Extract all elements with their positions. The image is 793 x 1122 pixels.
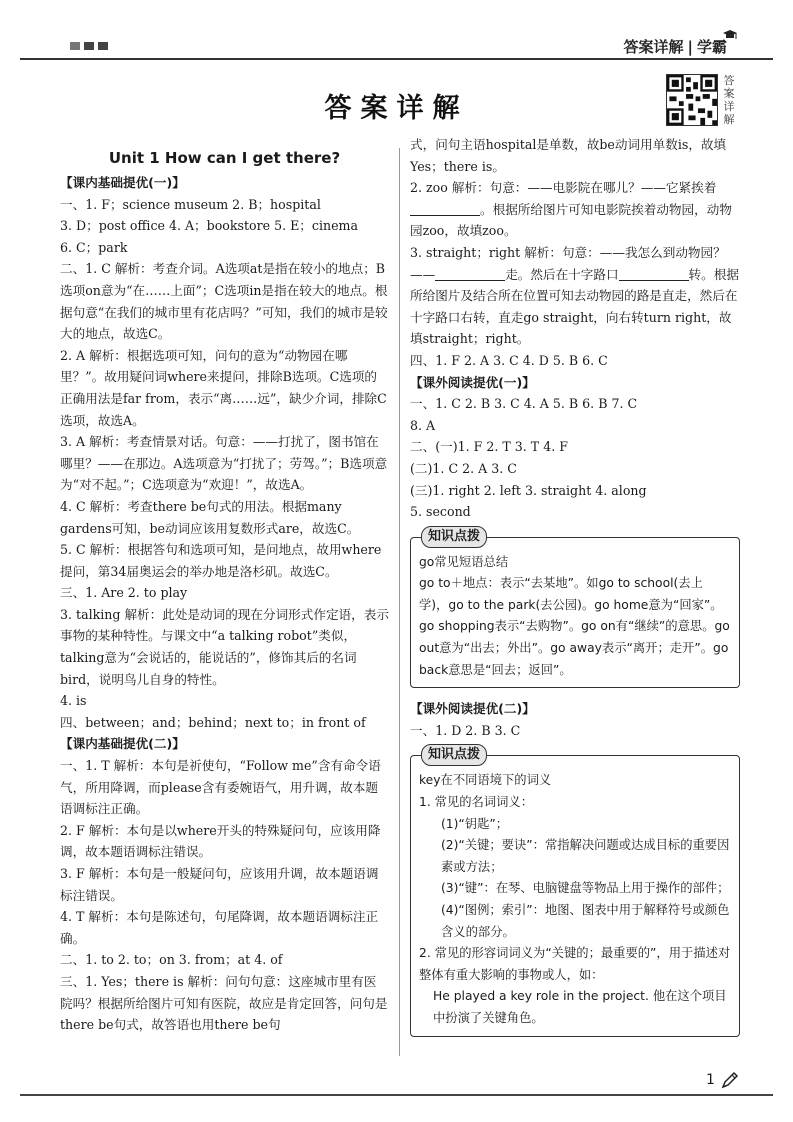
header-separator: | — [687, 38, 693, 56]
knowledge-tag: 知识点拨 — [421, 744, 487, 766]
answer-line: 2. F 解析：本句是以where开头的特殊疑问句，应该用降调，故本题语调标注错误。 — [60, 822, 381, 860]
header-brand: 学霸 — [696, 38, 727, 56]
knowledge-subitem: (3)“键”：在琴、电脑键盘等物品上用于操作的部件； — [441, 881, 730, 896]
knowledge-box — [410, 528, 740, 689]
answer-line: 二、1. C 解析：考查介词。A选项at是指在较小的地点；B选项on意为“在……上面”；C选项in是指在较大的地点。根据句意“在我们的城市里有花店吗？”可知，我们的城市是较大的地点，故选C。 — [60, 261, 388, 342]
answer-text: 转。根据所给图片及结合所在位置可知去动物园的路是直走，然后在十字路口右转，直走go straight，向右转turn right，故填straight；right。 — [410, 266, 739, 347]
knowledge-item: 1. 常见的名词词义： — [419, 795, 534, 810]
answer-line: 三、1. Yes；there is 解析：问句句意：这座城市里有医院吗？根据所给图片可知有医院，故应是肯定回答，问句是there be句式，故答语也用there be句 — [60, 973, 388, 1033]
answer-item — [410, 177, 740, 242]
answer-line: 3. F 解析：本句是一般疑问句，应该用升调，故本题语调标注错误。 — [60, 866, 379, 903]
knowledge-tag: 知识点拨 — [421, 526, 487, 548]
right-column — [410, 134, 740, 1047]
section-heading: 【课内基础提优(二)】 — [60, 736, 185, 752]
graduation-cap-icon — [723, 30, 737, 40]
answer-line: 2. A 解析：根据选项可知，问句的意为“动物园在哪里？”。故用疑问词where来提问，排除B选项。C选项的正确用法是far from，表示“离……远”，缺少介词，排除C选项，故选A。 — [60, 347, 387, 428]
answer-line: 3. talking 解析：此处是动词的现在分词形式作定语，表示事物的某种特性。与课文中“a talking robot”类似，talking意为“会说话的，能说话的”，修饰其后的名词bird，说明鸟儿自身的特性。 — [60, 606, 389, 687]
unit-title: Unit 1 How can I get there? — [108, 149, 341, 167]
answer-line: 一、1. T 解析：本句是祈使句，“Follow me”含有命令语气，所用降调，而please含有委婉语气，用升调，故本题语调标注正确。 — [60, 758, 381, 817]
header-label — [623, 36, 727, 57]
answer-line: 3. A 解析：考查情景对话。句意：——打扰了，图书馆在哪里？——在那边。A选项意为“打扰了；劳驾。”；B选项意为“对不起。”；C选项意为“欢迎！”，故选A。 — [60, 434, 388, 493]
answer-line: 四、1. F 2. A 3. C 4. D 5. B 6. C — [410, 352, 608, 368]
answer-line: 5. second — [410, 504, 471, 520]
header-section-label: 答案详解 — [623, 38, 684, 56]
answer-line: 一、1. F；science museum 2. B；hospital — [60, 196, 321, 212]
answer-text: 走。然后在十字路口 — [505, 266, 619, 282]
answer-line: 一、1. C 2. B 3. C 4. A 5. B 6. B 7. C — [410, 396, 638, 412]
answer-text: 3. straight；right 解析：句意：——我怎么到动物园？—— — [410, 244, 726, 282]
page-title: 答案详解 — [324, 93, 469, 124]
answer-line: (三)1. right 2. left 3. straight 4. along — [410, 482, 647, 498]
answer-line: 6. C；park — [60, 239, 128, 255]
knowledge-subitem: (2)“关键；要诀”：常指解决问题或达成目标的重要因素或方法； — [441, 838, 730, 874]
knowledge-item: 2. 常见的形容词词义为“关键的；最重要的”，用于描述对整体有重大影响的事物或人，如： — [419, 946, 731, 982]
answer-line: (二)1. C 2. A 3. C — [410, 460, 517, 476]
knowledge-subitem: (1)“钥匙”； — [441, 816, 509, 831]
answer-line: 二、1. to 2. to；on 3. from；at 4. of — [60, 952, 283, 968]
qr-label: 答案详解 — [723, 74, 735, 126]
left-answer-list — [60, 172, 389, 1036]
knowledge-title: key在不同语境下的词义 — [419, 773, 552, 788]
answer-text: 2. zoo 解析：句意：——电影院在哪儿？——它紧挨着 — [410, 180, 717, 196]
answer-line: 4. C 解析：考查there be句式的用法。根据many gardens可知，be动词应该用复数形式are，故选C。 — [60, 498, 360, 536]
answer-blank — [435, 268, 505, 281]
footer-rule — [20, 1094, 773, 1096]
answer-blank — [619, 268, 689, 281]
knowledge-title: go常见短语总结 — [419, 554, 509, 569]
header-decoration — [70, 42, 108, 50]
knowledge-subitem: (4)“图例；索引”：地图、图表中用于解释符号或颜色含义的部分。 — [441, 903, 730, 939]
header-rule — [20, 58, 773, 60]
answer-line: 5. C 解析：根据答句和选项可知，是问地点，故用where提问，第34届奥运会的举办地是洛杉矶。故选C。 — [60, 542, 382, 579]
section-heading: 【课外阅读提优(一)】 — [410, 374, 535, 390]
answer-line: 3. D；post office 4. A；bookstore 5. E；cinema — [60, 218, 358, 234]
section-heading: 【课外阅读提优(二)】 — [410, 701, 535, 717]
answer-line: 四、between；and；behind；next to；in front of — [60, 714, 366, 730]
left-column — [60, 146, 389, 1036]
section-heading: 【课内基础提优(一)】 — [60, 175, 185, 190]
knowledge-box — [410, 747, 740, 1036]
answer-blank — [410, 203, 480, 216]
answer-line: 一、1. D 2. B 3. C — [410, 722, 521, 738]
answer-line: 二、(一)1. F 2. T 3. T 4. F — [410, 439, 568, 455]
answer-line: 4. T 解析：本句是陈述句，句尾降调，故本题语调标注正确。 — [60, 909, 379, 946]
pencil-icon — [720, 1070, 740, 1090]
page-number: 1 — [706, 1072, 715, 1088]
answer-line: 三、1. Are 2. to play — [60, 585, 188, 601]
knowledge-example: He played a key role in the project. 他在这个项目中扮演了关键角色。 — [433, 989, 727, 1025]
answer-line: 8. A — [410, 417, 436, 433]
answer-line: 4. is — [60, 693, 87, 709]
column-divider — [399, 148, 400, 1056]
answer-text: 。根据所给图片可知电影院挨着动物园，动物园zoo，故填zoo。 — [410, 201, 732, 239]
answer-continued: 式，问句主语hospital是单数，故be动词用单数is，故填Yes；there is。 — [410, 137, 727, 174]
answer-item — [410, 242, 740, 350]
knowledge-body: go to＋地点：表示“去某地”。如go to school(去上学)，go to the park(去公园)。go home意为“回家”。go shopping表示“去购物”。go on有“继续”的意思。go out意为“出去；外出”。go away表示“离开；走开”。go back意思是“回去；返回”。 — [419, 576, 730, 677]
